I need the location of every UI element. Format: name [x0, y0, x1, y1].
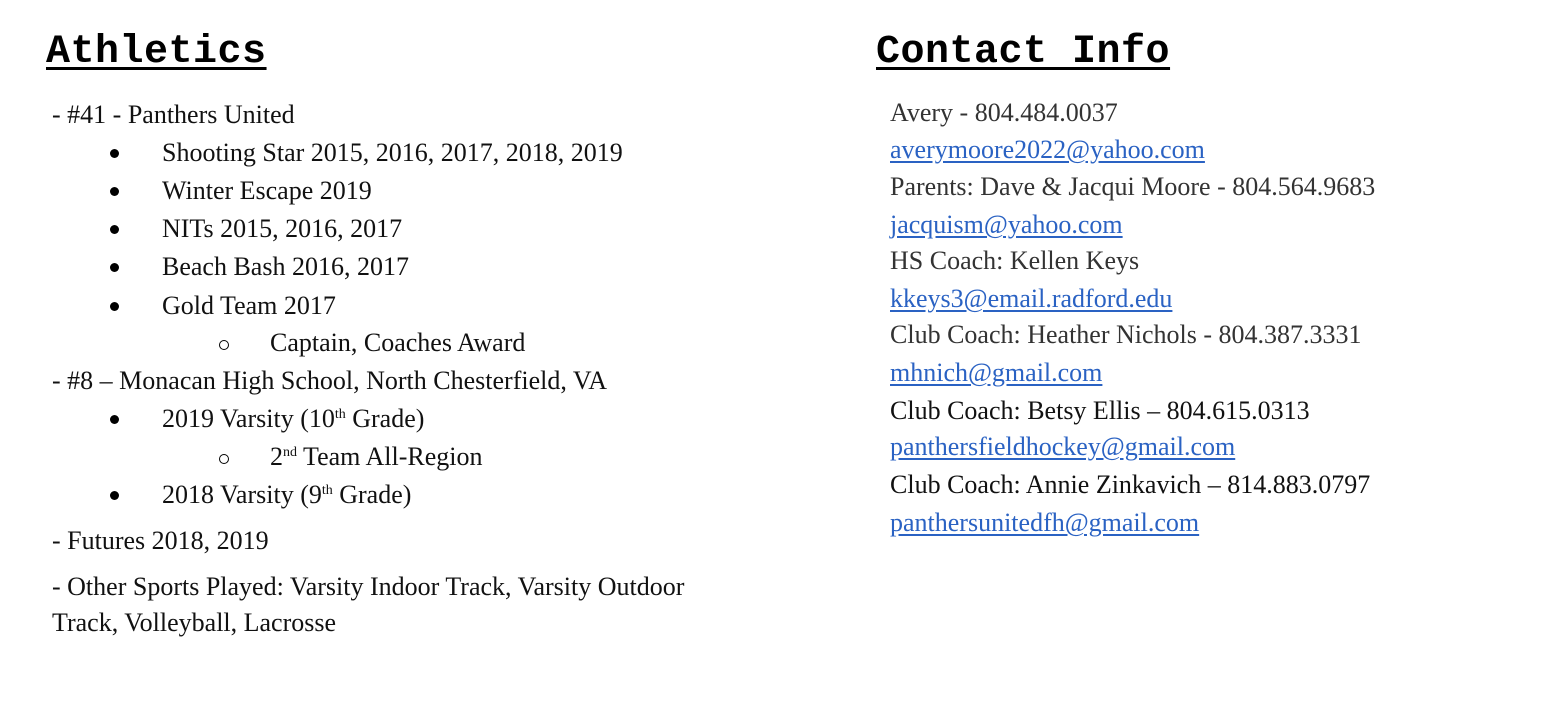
email-link-parents[interactable]: jacquism@yahoo.com: [890, 210, 1123, 239]
other-sports-line-1: - Other Sports Played: Varsity Indoor Track, Varsity Outdoor: [52, 572, 685, 601]
circle-bullet-icon: [219, 454, 229, 464]
email-link-ellis[interactable]: panthersfieldhockey@gmail.com: [890, 432, 1236, 461]
other-sports-line-2: Track, Volleyball, Lacrosse: [52, 608, 337, 637]
futures-line: - Futures 2018, 2019: [52, 526, 269, 555]
email-link-avery[interactable]: averymoore2022@yahoo.com: [890, 135, 1205, 164]
contact-avery-phone: Avery - 804.484.0037: [890, 98, 1118, 127]
circle-bullet-icon: [219, 340, 229, 350]
contact-club-coach-ellis: Club Coach: Betsy Ellis – 804.615.0313: [890, 396, 1310, 425]
team-monacan-high-school: - #8 – Monacan High School, North Chesterfield, VA: [52, 366, 608, 395]
list-item: 2018 Varsity (9th Grade): [162, 480, 412, 509]
sub-list-item: Captain, Coaches Award: [270, 328, 526, 357]
bullet-icon: [110, 491, 119, 500]
list-item: Shooting Star 2015, 2016, 2017, 2018, 2019: [162, 138, 623, 167]
bullet-icon: [110, 225, 119, 234]
email-link-zinkavich[interactable]: panthersunitedfh@gmail.com: [890, 508, 1200, 537]
bullet-icon: [110, 149, 119, 158]
bullet-icon: [110, 263, 119, 272]
sub-list-item: 2nd Team All-Region: [270, 442, 483, 471]
list-item: Beach Bash 2016, 2017: [162, 252, 409, 281]
contact-heading: Contact Info: [876, 30, 1171, 75]
list-item: Gold Team 2017: [162, 291, 336, 320]
team-panthers-united: - #41 - Panthers United: [52, 100, 295, 129]
contact-club-coach-zinkavich: Club Coach: Annie Zinkavich – 814.883.0797: [890, 470, 1371, 499]
athletics-heading: Athletics: [46, 30, 267, 75]
email-link-hs-coach[interactable]: kkeys3@email.radford.edu: [890, 284, 1173, 313]
list-item: NITs 2015, 2016, 2017: [162, 214, 403, 243]
bullet-icon: [110, 415, 119, 424]
contact-parents: Parents: Dave & Jacqui Moore - 804.564.9683: [890, 172, 1376, 201]
bullet-icon: [110, 187, 119, 196]
list-item: Winter Escape 2019: [162, 176, 372, 205]
contact-club-coach-nichols: Club Coach: Heather Nichols - 804.387.3331: [890, 320, 1362, 349]
contact-hs-coach: HS Coach: Kellen Keys: [890, 246, 1140, 275]
bullet-icon: [110, 302, 119, 311]
list-item: 2019 Varsity (10th Grade): [162, 404, 425, 433]
email-link-nichols[interactable]: mhnich@gmail.com: [890, 358, 1103, 387]
